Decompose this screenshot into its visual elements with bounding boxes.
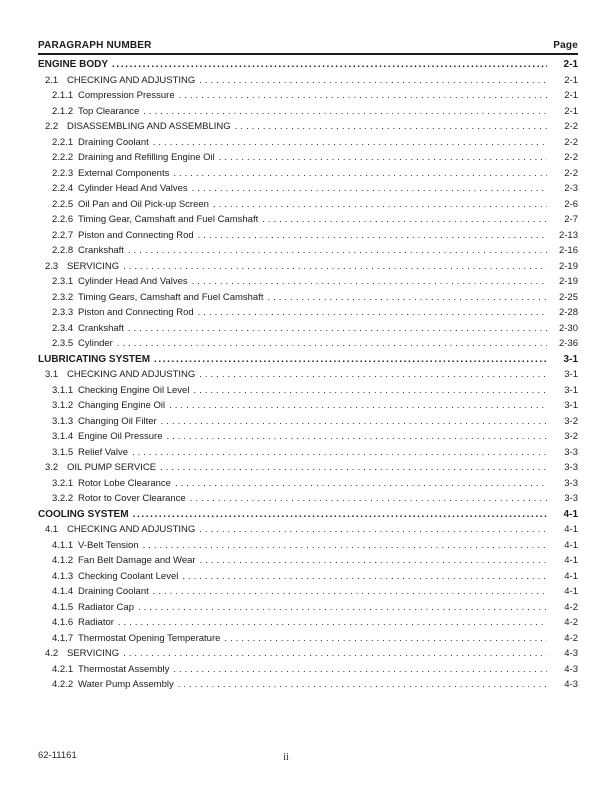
toc-entry <box>38 491 578 507</box>
toc-entry-title: COOLING SYSTEM <box>38 508 129 520</box>
dot-leader <box>132 445 547 461</box>
toc-content <box>38 40 578 693</box>
toc-entry-page: 2-2 <box>564 167 578 179</box>
toc-entry <box>38 445 578 461</box>
toc-entry-number: 2.3 <box>45 260 59 272</box>
toc-entry <box>38 383 578 399</box>
toc-entry-page: 2-2 <box>564 136 578 148</box>
toc-entry <box>38 367 578 383</box>
dot-leader <box>199 73 547 89</box>
toc-entry-number: 2.1.2 <box>52 105 74 117</box>
toc-entry-title: OIL PUMP SERVICE <box>67 462 157 473</box>
dot-leader <box>166 429 547 445</box>
toc-entry-title: Crankshaft <box>78 245 124 256</box>
dot-leader <box>178 677 547 693</box>
toc-entry <box>38 135 578 151</box>
dot-leader <box>169 398 547 414</box>
toc-entry <box>38 212 578 228</box>
toc-entry <box>38 553 578 569</box>
toc-entry-page: 4-3 <box>564 679 578 690</box>
dot-leader <box>182 569 547 585</box>
toc-entry <box>38 88 578 104</box>
toc-entry-number: 4.1.2 <box>52 555 74 566</box>
toc-entry <box>38 414 578 430</box>
toc-entry-number: 2.2.5 <box>52 198 74 210</box>
toc-entry-title: CHECKING AND ADJUSTING <box>67 74 196 86</box>
toc-entry-title: Changing Oil Filter <box>78 415 157 427</box>
dot-leader <box>193 383 547 399</box>
toc-entry-title: CHECKING AND ADJUSTING <box>67 369 196 380</box>
toc-entry-title: Water Pump Assembly <box>78 679 174 690</box>
dot-leader <box>262 212 547 228</box>
toc-entry-number: 3.1.4 <box>52 431 74 442</box>
toc-entry <box>38 398 578 414</box>
toc-entry-page: 2-1 <box>563 59 578 70</box>
toc-entry-page: 4-1 <box>564 555 578 566</box>
toc-entry <box>38 507 578 523</box>
toc-entry-page: 4-1 <box>564 586 578 597</box>
toc-entry-title: Timing Gear, Camshaft and Fuel Camshaft <box>78 214 259 225</box>
dot-leader <box>175 476 547 492</box>
toc-entry <box>38 166 578 182</box>
toc-entry-number: 2.2.6 <box>52 214 74 225</box>
toc-entry <box>38 600 578 616</box>
toc-entry-number: 2.2.8 <box>52 245 74 256</box>
toc-entry-title: SERVICING <box>67 648 120 659</box>
toc-entry-page: 4-2 <box>564 617 578 628</box>
toc-entry-page: 3-2 <box>564 431 578 442</box>
toc-entry <box>38 104 578 120</box>
toc-entry-title: Checking Engine Oil Level <box>78 384 190 396</box>
dot-leader <box>192 181 547 197</box>
toc-entry-page: 3-1 <box>564 400 578 411</box>
toc-entry-title: Piston and Connecting Rod <box>78 307 194 318</box>
dot-leader <box>199 367 547 383</box>
toc-entry-title: Draining and Refilling Engine Oil <box>78 152 215 163</box>
dot-leader <box>219 150 547 166</box>
dot-leader <box>198 228 547 244</box>
toc-entry-number: 3.2.1 <box>52 477 74 489</box>
dot-leader <box>138 600 547 616</box>
toc-entry-number: 4.1.4 <box>52 586 74 597</box>
toc-entry-number: 3.1 <box>45 369 59 380</box>
toc-entry-page: 2-16 <box>558 245 578 256</box>
toc-entry-number: 4.2 <box>45 648 59 659</box>
toc-entry <box>38 538 578 554</box>
toc-entry <box>38 290 578 306</box>
toc-entry-number: 4.1.1 <box>52 539 74 551</box>
toc-entry-title: Thermostat Assembly <box>78 663 170 675</box>
toc-entry <box>38 352 578 368</box>
toc-entry-page: 2-36 <box>558 338 578 349</box>
dot-leader <box>128 243 547 259</box>
toc-entry-page: 2-30 <box>558 322 578 334</box>
toc-entry <box>38 584 578 600</box>
toc-entry-title: DISASSEMBLING AND ASSEMBLING <box>67 121 231 132</box>
paragraph-number-header: PARAGRAPH NUMBER <box>38 40 152 51</box>
toc-entry <box>38 150 578 166</box>
toc-entry-page: 2-19 <box>558 276 578 287</box>
toc-entry <box>38 460 578 476</box>
toc-entry-title: LUBRICATING SYSTEM <box>38 353 151 365</box>
toc-entry <box>38 569 578 585</box>
toc-entry <box>38 181 578 197</box>
document-number: 62-11161 <box>38 750 77 761</box>
toc-entry-title: Rotor Lobe Clearance <box>78 477 171 489</box>
toc-entry-title: V-Belt Tension <box>78 539 139 551</box>
toc-entry-page: 2-1 <box>564 105 578 117</box>
dot-leader <box>198 305 547 321</box>
dot-leader <box>173 166 547 182</box>
toc-entry-page: 2-2 <box>564 152 578 163</box>
toc-entry-number: 2.3.2 <box>52 291 74 303</box>
toc-entry <box>38 197 578 213</box>
toc-entry-page: 4-1 <box>564 524 578 535</box>
dot-leader <box>160 460 547 476</box>
page-number: ii <box>283 752 289 763</box>
toc-entry-page: 3-3 <box>564 462 578 473</box>
toc-entry-title: Draining Coolant <box>78 136 149 148</box>
toc-entry-number: 2.2.4 <box>52 183 74 194</box>
dot-leader <box>118 615 547 631</box>
toc-entry-page: 3-1 <box>564 384 578 396</box>
toc-entry-page: 3-1 <box>563 353 578 365</box>
dot-leader <box>123 646 547 662</box>
dot-leader <box>153 135 547 151</box>
toc-entry-page: 3-3 <box>564 493 578 504</box>
dot-leader <box>154 352 547 368</box>
toc-entry-number: 3.2.2 <box>52 493 74 504</box>
toc-entry <box>38 429 578 445</box>
toc-entry-title: Piston and Connecting Rod <box>78 229 194 241</box>
toc-entry-number: 2.3.3 <box>52 307 74 318</box>
toc-entry-title: ENGINE BODY <box>38 59 109 70</box>
dot-leader <box>143 104 547 120</box>
toc-entry <box>38 662 578 678</box>
toc-entry-title: Compression Pressure <box>78 90 175 101</box>
toc-entry-title: Cylinder <box>78 338 113 349</box>
toc-entry <box>38 228 578 244</box>
toc-entry-number: 4.2.2 <box>52 679 74 690</box>
toc-entry-page: 2-1 <box>564 74 578 86</box>
toc-entry <box>38 274 578 290</box>
toc-entry <box>38 522 578 538</box>
toc-entry-number: 4.1 <box>45 524 59 535</box>
toc-entry-number: 4.1.5 <box>52 601 74 613</box>
dot-leader <box>143 538 547 554</box>
toc-entry <box>38 321 578 337</box>
toc-entry <box>38 305 578 321</box>
dot-leader <box>161 414 547 430</box>
toc-entry-number: 2.2.7 <box>52 229 74 241</box>
dot-leader <box>117 336 547 352</box>
toc-entry-title: Timing Gears, Camshaft and Fuel Camshaft <box>78 291 264 303</box>
toc-entry-number: 3.1.1 <box>52 384 74 396</box>
toc-entry-page: 2-1 <box>564 90 578 101</box>
toc-entry <box>38 615 578 631</box>
toc-entry-number: 4.1.3 <box>52 570 74 582</box>
toc-entry <box>38 57 578 73</box>
toc-entry-page: 2-7 <box>564 214 578 225</box>
toc-entry-page: 2-19 <box>558 260 578 272</box>
toc-entry <box>38 73 578 89</box>
toc-entry-page: 3-1 <box>564 369 578 380</box>
toc-entry-title: Cylinder Head And Valves <box>78 276 188 287</box>
toc-entry-title: Draining Coolant <box>78 586 149 597</box>
toc-entry-page: 4-3 <box>564 663 578 675</box>
dot-leader <box>224 631 547 647</box>
toc-entry-number: 2.2 <box>45 121 59 132</box>
toc-entry-page: 2-13 <box>558 229 578 241</box>
toc-entry-title: Checking Coolant Level <box>78 570 179 582</box>
toc-entry-title: SERVICING <box>67 260 120 272</box>
toc-entry-title: Radiator Cap <box>78 601 134 613</box>
toc-entry-number: 2.2.2 <box>52 152 74 163</box>
toc-entry-page: 2-3 <box>564 183 578 194</box>
toc-entry-number: 2.1.1 <box>52 90 74 101</box>
toc-entry-number: 3.1.2 <box>52 400 74 411</box>
toc-entry <box>38 646 578 662</box>
toc-entry-title: Cylinder Head And Valves <box>78 183 188 194</box>
toc-entry-number: 2.3.5 <box>52 338 74 349</box>
toc-entry-number: 4.1.7 <box>52 632 74 644</box>
toc-entry-page: 2-6 <box>564 198 578 210</box>
toc-entry-number: 2.3.4 <box>52 322 74 334</box>
toc-entry-number: 4.1.6 <box>52 617 74 628</box>
toc-entry <box>38 476 578 492</box>
toc-entry-page: 2-25 <box>558 291 578 303</box>
dot-leader <box>200 553 547 569</box>
dot-leader <box>199 522 547 538</box>
toc-entry-title: Crankshaft <box>78 322 124 334</box>
toc-entry-number: 3.2 <box>45 462 59 473</box>
toc-entry <box>38 243 578 259</box>
dot-leader <box>153 584 547 600</box>
toc-entry-title: CHECKING AND ADJUSTING <box>67 524 196 535</box>
toc-entry-page: 4-3 <box>564 648 578 659</box>
toc-entry-number: 2.1 <box>45 74 59 86</box>
toc-entry-page: 3-3 <box>564 446 578 458</box>
dot-leader <box>133 507 547 523</box>
toc-entry-page: 4-2 <box>564 601 578 613</box>
toc-entry-page: 3-3 <box>564 477 578 489</box>
toc-entry-number: 2.2.3 <box>52 167 74 179</box>
toc-entry-title: Changing Engine Oil <box>78 400 166 411</box>
toc-entries <box>38 57 578 693</box>
toc-entry-page: 2-28 <box>558 307 578 318</box>
toc-entry-page: 4-1 <box>563 508 578 520</box>
toc-entry-page: 3-2 <box>564 415 578 427</box>
dot-leader <box>268 290 548 306</box>
toc-entry-title: External Components <box>78 167 170 179</box>
toc-entry-title: Oil Pan and Oil Pick-up Screen <box>78 198 209 210</box>
dot-leader <box>112 57 547 73</box>
toc-entry <box>38 119 578 135</box>
toc-entry-number: 3.1.5 <box>52 446 74 458</box>
toc-entry-number: 2.2.1 <box>52 136 74 148</box>
toc-entry-title: Thermostat Opening Temperature <box>78 632 221 644</box>
toc-entry-number: 4.2.1 <box>52 663 74 675</box>
toc-entry-page: 2-2 <box>564 121 578 132</box>
toc-entry-title: Fan Belt Damage and Wear <box>78 555 196 566</box>
toc-entry-number: 2.3.1 <box>52 276 74 287</box>
dot-leader <box>190 491 547 507</box>
toc-entry-title: Top Clearance <box>78 105 140 117</box>
dot-leader <box>235 119 547 135</box>
toc-entry-title: Rotor to Cover Clearance <box>78 493 186 504</box>
dot-leader <box>173 662 547 678</box>
toc-entry-page: 4-2 <box>564 632 578 644</box>
dot-leader <box>128 321 547 337</box>
toc-entry-page: 4-1 <box>564 570 578 582</box>
toc-entry-number: 3.1.3 <box>52 415 74 427</box>
dot-leader <box>192 274 547 290</box>
dot-leader <box>213 197 547 213</box>
page-header: Page <box>553 40 578 51</box>
toc-entry <box>38 259 578 275</box>
toc-entry <box>38 677 578 693</box>
toc-entry-title: Engine Oil Pressure <box>78 431 163 442</box>
dot-leader <box>179 88 547 104</box>
toc-entry <box>38 631 578 647</box>
toc-column-header <box>38 40 578 55</box>
toc-entry-title: Relief Valve <box>78 446 128 458</box>
toc-entry <box>38 336 578 352</box>
dot-leader <box>123 259 547 275</box>
toc-entry-title: Radiator <box>78 617 114 628</box>
toc-entry-page: 4-1 <box>564 539 578 551</box>
